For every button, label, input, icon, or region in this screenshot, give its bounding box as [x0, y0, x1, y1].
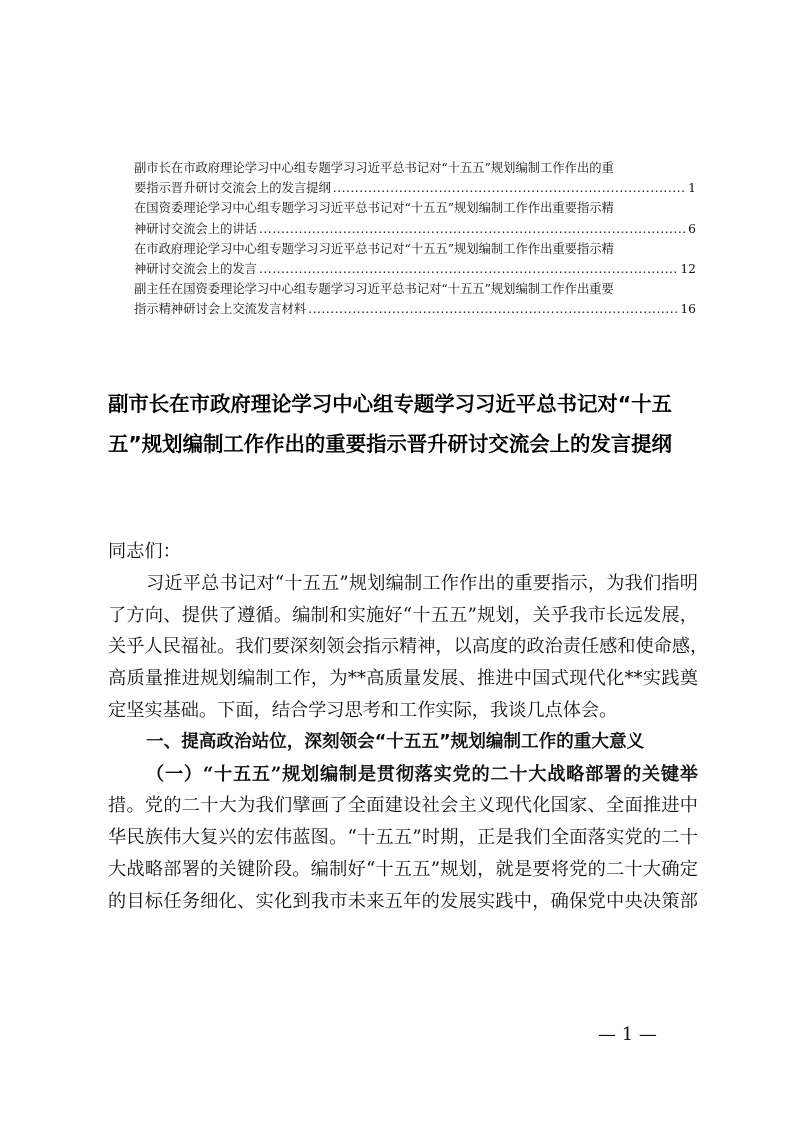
section-heading: 一、提高政治站位，深刻领会“十五五”规划编制工作的重大意义: [146, 731, 645, 752]
paragraph-line: 高质量推进规划编制工作，为**高质量发展、推进中国式现代化**实践奠: [108, 668, 698, 690]
toc-page-number: 16: [680, 302, 696, 317]
toc-entry[interactable]: [134, 198, 696, 238]
toc-entry-line2: 神研讨交流会上的发言 ..... 12: [134, 259, 696, 279]
paragraph-line: 定坚实基础。下面，结合学习思考和工作实际，我谈几点体会。: [108, 699, 618, 721]
toc-entry-line1: 在国资委理论学习中心组专题学习习近平总书记对“十五五”规划编制工作作出重要指示精: [134, 201, 614, 216]
toc-entry-line2: 指示精神研讨会上交流发言材料 ..... 16: [134, 299, 696, 319]
page-number: — 1 —: [598, 1024, 657, 1045]
document-body: [108, 536, 709, 918]
toc-page-number: 6: [688, 221, 696, 236]
paragraph-line: 措。党的二十大为我们擘画了全面建设社会主义现代化国家、全面推进中: [108, 795, 698, 817]
toc-entry-line1: 副市长在市政府理论学习中心组专题学习习近平总书记对“十五五”规划编制工作作出的重: [134, 161, 614, 175]
paragraph-line: 的目标任务细化、实化到我市未来五年的发展实践中，确保党中央决策部: [108, 890, 698, 912]
toc-entry-line1: 在市政府理论学习中心组专题学习习近平总书记对“十五五”规划编制工作作出重要指示精: [134, 241, 614, 256]
toc-entry[interactable]: [134, 279, 696, 319]
toc-page-number: 1: [688, 181, 696, 196]
subsection-lead: （一）“十五五”规划编制是贯彻落实党的二十大战略部署的关键举: [146, 763, 698, 785]
paragraph-line: 了方向、提供了遵循。编制和实施好“十五五”规划，关乎我市长远发展，: [108, 604, 698, 626]
title-line: 五”规划编制工作作出的重要指示晋升研讨交流会上的发言提纲: [108, 432, 672, 456]
toc-leader-dots: [308, 299, 678, 319]
toc-entry-line1: 副主任在国资委理论学习中心组专题学习习近平总书记对“十五五”规划编制工作作出重要: [134, 282, 614, 297]
title-line: 副市长在市政府理论学习中心组专题学习习近平总书记对“十五: [108, 392, 672, 416]
paragraph-line: 关乎人民福祉。我们要深刻领会指示精神，以高度的政治责任感和使命感，: [108, 636, 709, 658]
paragraph-line: 华民族伟大复兴的宏伟蓝图。“十五五”时期，正是我们全面落实党的二十: [108, 827, 698, 849]
paragraph-line: 习近平总书记对“十五五”规划编制工作作出的重要指示，为我们指明: [146, 572, 698, 594]
paragraph-line: 大战略部署的关键阶段。编制好“十五五”规划，就是要将党的二十大确定: [108, 858, 698, 880]
toc-entry[interactable]: [134, 239, 696, 279]
toc-entry-line2: 要指示晋升研讨交流会上的发言提纲 ..... 1: [134, 178, 696, 198]
toc-leader-dots: [259, 259, 678, 279]
toc-entry-line2: 神研讨交流会上的讲话 ..... 6: [134, 219, 696, 239]
toc-leader-dots: [333, 178, 686, 198]
toc-entry[interactable]: [134, 158, 696, 198]
greeting: 同志们：: [108, 541, 181, 562]
table-of-contents: [134, 158, 696, 320]
toc-leader-dots: [259, 219, 686, 239]
document-title: [108, 384, 698, 464]
toc-page-number: 12: [680, 262, 696, 277]
